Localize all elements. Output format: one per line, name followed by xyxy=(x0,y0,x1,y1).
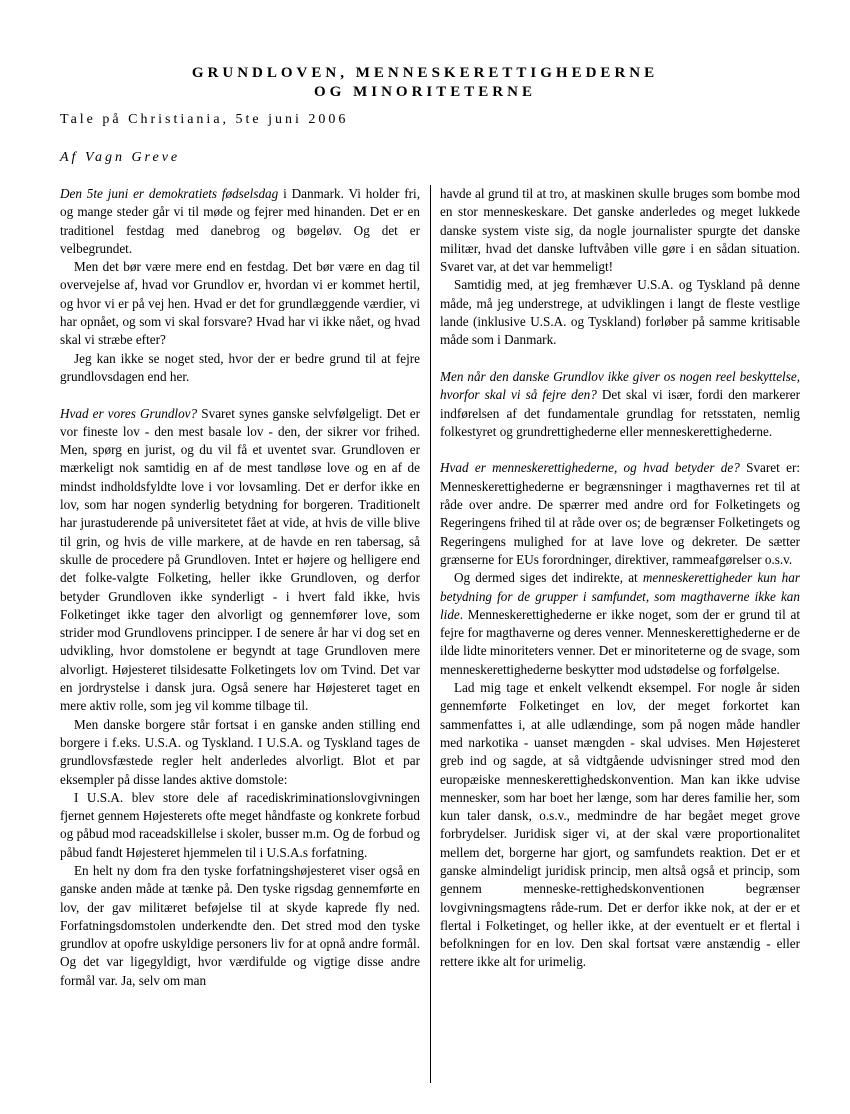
paragraph-lead: Men når den danske Grundlov ikke giver os nogen reel beskyttelse, hvorfor skal vi så fejre den? xyxy=(440,368,800,403)
article-subtitle: Tale på Christiania, 5te juni 2006 xyxy=(60,112,349,127)
article-author: Af Vagn Greve xyxy=(60,150,181,165)
paragraph: Men det bør være mere end en festdag. Det bør være en dag til overvejelse af, hvad vor Grundlov er, hvordan vi er kommet hertil, og hvor vi er på vej hen. Hvad er det for grundlæggende værdier, vi har opnået, og som vi skal forsvare? Hvad har vi ikke nået, og hvad skal vi stræbe efter? xyxy=(60,259,420,348)
paragraph xyxy=(60,185,420,258)
title-line-1: GRUNDLOVEN, MENNESKERETTIGHEDERNE xyxy=(191,65,659,81)
paragraph-lead: Hvad er vores Grundlov? xyxy=(60,405,198,421)
paragraph: Samtidig med, at jeg fremhæver U.S.A. og Tyskland på denne måde, må jeg understrege, at udviklingen i langt de fleste vestlige lande (inklusive U.S.A. og Tyskland) forløber på samme kritisable måde som i Danmark. xyxy=(440,277,800,348)
column-divider xyxy=(430,185,431,1083)
right-column xyxy=(440,185,800,972)
paragraph-lead: Hvad er menneskerettighederne, og hvad betyder de? xyxy=(440,460,740,476)
paragraph: Lad mig tage et enkelt velkendt eksempel. For nogle år siden gennemførte Folketinget en lov, der meget forkortet kan sammenfattes i, at alle udlændinge, som på nogen måde handler med narkotika - uanset mængden - skal udvises. Men Højesteret greb ind og sagde, at så vidtgående udvisninger stred mod den europæiske menneskerettighedskonvention. Man kan ikke udvise mennesker, som har boet her længe, som har deres familie her, som kun taler dansk, o.s.v., medmindre de har begået meget grove forbrydelser. Juridisk siger vi, at der skal være proportionalitet mellem det, borgerne har gjort, og samfundets reaktion. Det er et ganske almindeligt juridisk princip, men altså også et princip, som gennem menneske-rettighedskonventionen begrænser lovgivningsmagtens råde-rum. Det er derfor ikke nok, at der er et flertal i Folketinget, og heller ikke, at der eventuelt er et flertal i befolkningen for en lov. Den skal fortsat være anstændig - eller rettere ikke alt for urimelig. xyxy=(440,680,800,970)
paragraph xyxy=(440,368,800,441)
paragraph-text: Svaret er: Menneskerettighederne er begrænsninger i magthavernes ret til at råde over andre. De spærrer med andre ord for Folketingets og Regeringens frihed til at råde over os; de begrænser Folketingets og Regeringens mulighed for at lave love og dekreter. De sætter grænserne for EUs forordninger, direktiver, rammeafgørelser o.s.v. xyxy=(440,460,800,567)
paragraph-lead: Den 5te juni er demokratiets fødselsdag xyxy=(60,186,279,201)
paragraph: I U.S.A. blev store dele af racediskriminationslovgivningen fjernet gennem Højesterets ofte meget håndfaste og konkrete forbud og påbud mod raceadskillelse i skoler, busser m.m. Og de forbud og påbud fandt Højesteret hjemmelen til i U.S.A.s forfatning. xyxy=(60,789,420,860)
paragraph: Men danske borgere står fortsat i en ganske anden stilling end borgere i f.eks. U.S.A. og Tyskland. I U.S.A. og Tyskland tages de grundlovsfæstede regler helt anderledes alvorligt. Blot et par eksempler på disse landes aktive domstole: xyxy=(60,716,420,787)
article-title xyxy=(0,64,850,102)
paragraph: Jeg kan ikke se noget sted, hvor der er bedre grund til at fejre grundlovsdagen end her. xyxy=(60,350,420,384)
paragraph-text: i Danmark. Vi holder fri, og mange steder går vi til møde og fejrer med hinanden. Det er en traditionel festdag med danebrog og bøgeløv. Og det er velbegrundet. xyxy=(60,186,420,256)
paragraph xyxy=(440,459,800,569)
paragraph-tail: . Menneskerettighederne er ikke noget, som der er grund til at fejre for magthaverne og deres venner. Menneskerettighederne er de ilde lidte minoriteters venner. Det er minoriteterne og de svage, som menneskerettighederne beskytter mod udstødelse og forfølgelse. xyxy=(440,606,800,677)
title-line-2: OG MINORITETERNE xyxy=(314,84,536,100)
paragraph xyxy=(440,569,800,679)
paragraph-emphasis: menneskerettigheder kun har betydning for de grupper i samfundet, som magthaverne ikke kan lide xyxy=(440,570,800,622)
left-column xyxy=(60,185,420,990)
paragraph: En helt ny dom fra den tyske forfatningshøjesteret viser også en ganske anden måde at tænke på. Den tyske rigsdag gennemførte en lov, der gav militæret beføjelse til at skyde kaprede fly ned. Forfatningsdomstolen underkendte den. Det stred mod den tyske grundlov at opofre uskyldige personers liv for at opnå andre formål. Og det var ligegyldigt, hvor værdifulde og vigtige disse andre formål var. Ja, selv om man xyxy=(60,862,420,988)
paragraph xyxy=(60,405,420,716)
paragraph-text: Svaret synes ganske selvfølgeligt. Det er vor fineste lov - den mest basale lov - den, der sikrer vor frihed. Men, spørg en jurist, og du vil få et uventet svar. Grundloven er mærkeligt nok samtidig en af de mest tandløse love og en af de mindst indholdsfyldte love i vor lovsamling. Det er derfor ikke en lov, som har nogen synderlig betydning for borgeren. Traditionelt har jurastuderende på universitetet fået at vide, at hvis de ville blive til grin, og hvis de ville markere, at de havde en ren tabersag, så skulle de procedere på Grundloven. Intet er højere og helligere end det folke-valgte Folketing, heller ikke Grundloven, og derfor betyder Grundloven ikke synderligt - i hvert fald ikke, hvis Folketinget ikke tager den alvorligt og gennemfører love, som strider mod Grundlovens principper. I de senere år har vi dog set en udvikling, hvor domstolene er begyndt at tage Grundloven mere alvorligt. Højesteret tilsidesatte Folketingets lov om Tvind. Det var en jordrystelse i dansk jura. Også senere har Højesteret taget en mere aktiv rolle, som jeg vil komme tilbage til. xyxy=(60,405,420,714)
paragraph: havde al grund til at tro, at maskinen skulle bruges som bombe mod en stor menneskeskare. Det ganske anderledes og meget lukkede danske system viste sig, da nogle journalister spurgte det danske militær, hvad det danske luftvåben ville gøre i en sådan situation. Svaret var, at det var hemmeligt! xyxy=(440,186,800,275)
paragraph-text: Det skal vi især, fordi den markerer indførelsen af det fundamentale grundlag for retsstaten, nemlig folkestyret og grundrettighederne eller menneskerettighederne. xyxy=(440,387,800,439)
paragraph-text: Og dermed siges det indirekte, at xyxy=(454,570,643,586)
